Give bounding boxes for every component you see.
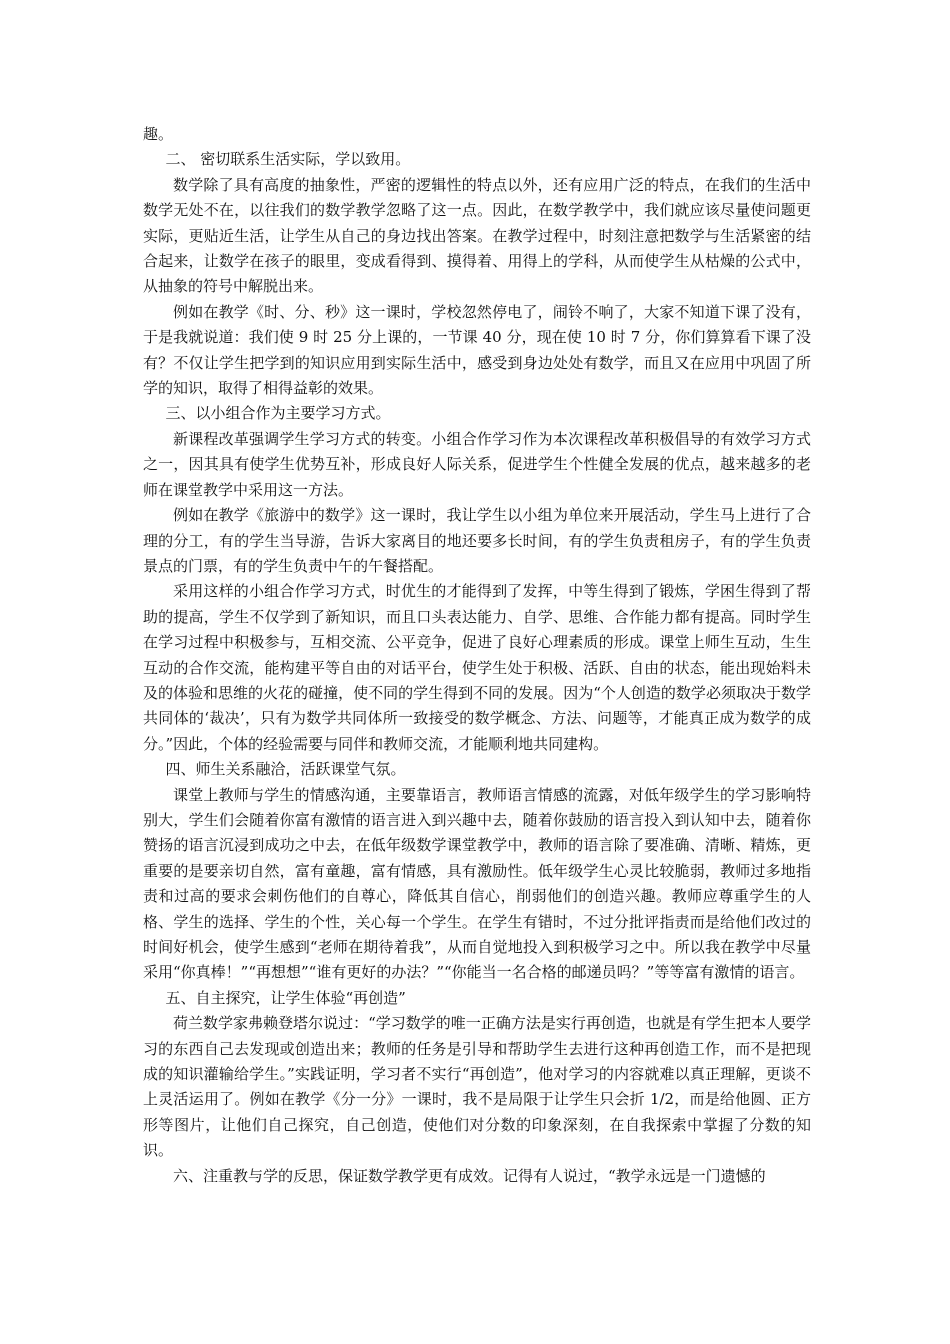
paragraph: 趣。 <box>143 125 174 143</box>
paragraph: 数学除了具有高度的抽象性，严密的逻辑性的特点以外，还有应用广泛的特点，在我们的生活中数学无处不在，以往我们的数学教学忽略了这一点。因此，在数学教学中，我们就应该尽量使问题更实际，更贴近生活，让学生从自己的身边找出答案。在教学过程中，时刻注意把数学与生活紧密的结合起来，让数学在孩子的眼里，变成看得到、摸得着、用得上的学科，从而使学生从枯燥的公式中，从抽象的符号中解脱出来。 <box>143 175 811 296</box>
paragraph: 课堂上教师与学生的情感沟通，主要靠语言，教师语言情感的流露，对低年级学生的学习影响特别大，学生们会随着你富有激情的语言进入到兴趣中去，随着你鼓励的语言投入到认知中去，随着你赞扬的语言沉浸到成功之中去，在低年级数学课堂教学中，教师的语言除了要准确、清晰、精炼，更重要的是要亲切自然，富有童趣，富有情感，具有激励性。低年级学生心灵比较脆弱，教师过多地指责和过高的要求会刺伤他们的自尊心，降低其自信心，削弱他们的创造兴趣。教师应尊重学生的人格、学生的选择、学生的个性，关心每一个学生。在学生有错时，不过分批评指责而是给他们改过的时间好机会，使学生感到“老师在期待着我”，从而自觉地投入到积极学习之中。所以我在教学中尽量采用“你真棒！”“再想想”“谁有更好的办法？”“你能当一名合格的邮递员吗？”等等富有激情的语言。 <box>143 785 811 982</box>
section-heading: 五、自主探究，让学生体验“再创造” <box>165 988 406 1007</box>
section-heading: 二、 密切联系生活实际，学以致用。 <box>165 150 411 169</box>
section-heading: 四、师生关系融洽，活跃课堂气氛。 <box>165 760 406 779</box>
paragraph: 采用这样的小组合作学习方式，时优生的才能得到了发挥，中等生得到了锻炼，学困生得到了帮助的提高，学生不仅学到了新知识，而且口头表达能力、自学、思维、合作能力都有提高。同时学生在学习过程中积极参与，互相交流、公平竞争，促进了良好心理素质的形成。课堂上师生互动，生生互动的合作交流，能构建平等自由的对话平台，使学生处于积极、活跃、自由的状态，能出现始料未及的体验和思维的火花的碰撞，使不同的学生得到不同的发展。因为“个人创造的数学必须取决于数学共同体的‘裁决’，只有为数学共同体所一致接受的数学概念、方法、问题等，才能真正成为数学的成分。”因此，个体的经验需要与同伴和教师交流，才能顺利地共同建构。 <box>143 582 811 753</box>
paragraph: 六、注重教与学的反思，保证数学教学更有成效。记得有人说过，“教学永远是一门遗憾的 <box>173 1166 766 1185</box>
document-page <box>143 122 811 1189</box>
section-heading: 三、以小组合作为主要学习方式。 <box>165 404 391 423</box>
paragraph: 新课程改革强调学生学习方式的转变。小组合作学习作为本次课程改革积极倡导的有效学习方式之一，因其具有使学生优势互补，形成良好人际关系，促进学生个性健全发展的优点，越来越多的老师在课堂教学中采用这一方法。 <box>143 429 811 499</box>
paragraph: 例如在教学《旅游中的数学》这一课时，我让学生以小组为单位来开展活动，学生马上进行了合理的分工，有的学生当导游，告诉大家离目的地还要多长时间，有的学生负责租房子，有的学生负责景点的门票，有的学生负责中午的午餐搭配。 <box>143 506 811 575</box>
paragraph: 荷兰数学家弗赖登塔尔说过：“学习数学的唯一正确方法是实行再创造，也就是有学生把本人要学习的东西自己去发现或创造出来；教师的任务是引导和帮助学生去进行这种再创造工作，而不是把现成的知识灌输给学生。”实践证明，学习者不实行“再创造”，他对学习的内容就难以真正理解，更谈不上灵活运用了。例如在教学《分一分》一课时，我不是局限于让学生只会折 1/2，而是给他圆、正方形等图片，让他们自己探究，自己创造，使他们对分数的印象深刻，在自我探索中掌握了分数的知识。 <box>143 1014 811 1160</box>
paragraph: 例如在教学《时、分、秒》这一课时，学校忽然停电了，闹铃不响了，大家不知道下课了没有，于是我就说道：我们使 9 时 25 分上课的，一节课 40 分，现在使 10 时 7 分，你们算算看下课了没有？不仅让学生把学到的知识应用到实际生活中，感受到身边处处有数学，而且又在应用中巩固了所学的知识，取得了相得益彰的效果。 <box>143 302 811 398</box>
